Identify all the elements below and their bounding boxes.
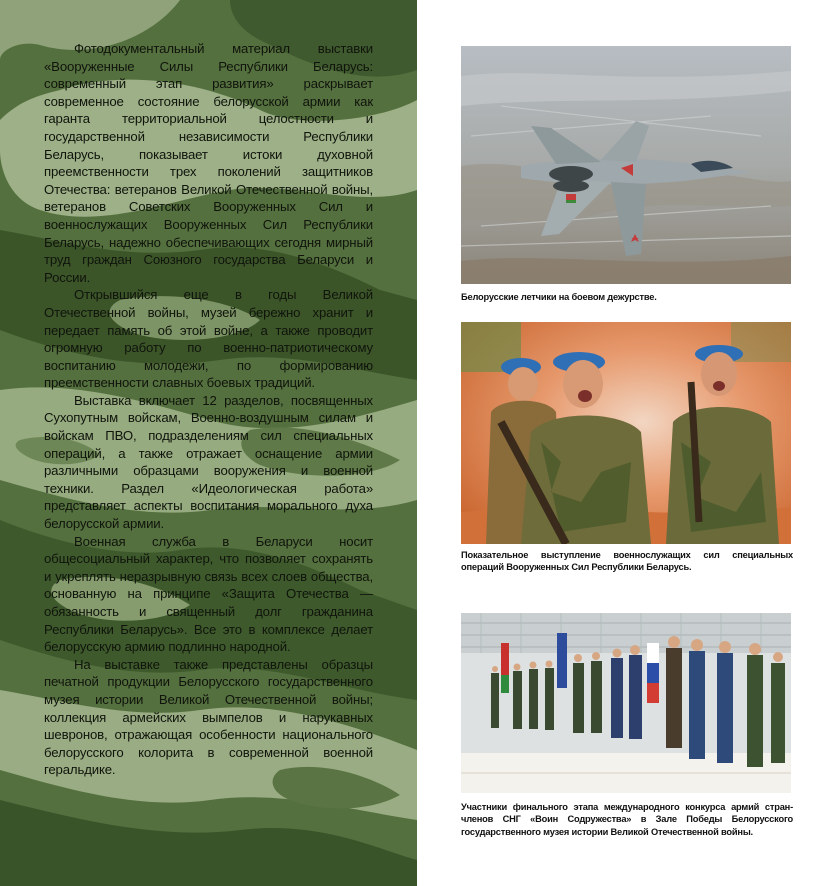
article-paragraph: Фотодокументальный материал выставки «Вооруженные Силы Республики Беларусь: современный этап развития» раскрывает современное состояние белорусской армии как гаранта территориальной целостности и государственной независимости Республики Беларусь, показывает истоки духовной преемственности трех поколений защитников Отечества: ветеранов Великой Отечественной войны, ветеранов Советских Вооруженных Сил и военнослужащих Вооруженных Сил Республики Беларусь, надежно обеспечивающих сегодня мирный труд граждан Союзного государства Беларуси и России. — [44, 41, 373, 285]
article-paragraph: Открывшийся еще в годы Великой Отечественной войны, музей бережно хранит и передает память об этой войне, а также проводит огромную работу по военно-патриотическому воспитанию молодежи, по формированию преемственности славных боевых традиций. — [44, 287, 373, 391]
special-forces-caption: Показательное выступление военнослужащих сил специальных операций Вооруженных Сил Республики Беларусь. — [461, 550, 793, 573]
article-paragraph: Выставка включает 12 разделов, посвященных Сухопутным войскам, Военно-воздушным силам и войскам ПВО, подразделениям сил специальных операций, а также отражает оснащение армии различными образцами вооружения и военной техники. Раздел «Идеологическая работа» представляет аспекты воспитания морального духа белорусской армии. — [44, 392, 373, 532]
jet-illustration — [461, 46, 791, 284]
parade-photo — [461, 613, 791, 793]
parade-caption: Участники финального этапа международного конкурса армий стран-членов СНГ «Воин Содружества» в Зале Победы Белорусского государственного музея истории Великой Отечественной войны. — [461, 802, 793, 837]
photo-column — [417, 0, 835, 886]
article-text — [44, 40, 373, 779]
special-forces-illustration — [461, 322, 791, 544]
camouflage-panel — [0, 0, 417, 886]
special-forces-photo — [461, 322, 791, 544]
jet-caption: Белорусские летчики на боевом дежурстве. — [461, 292, 657, 302]
article-paragraph: Военная служба в Беларуси носит общесоциальный характер, что позволяет сохранять и укреплять неразрывную связь всех слоев общества, основанную на принципе «Защита Отечества — обязанность и священный долг гражданина Республики Беларусь». Все это в комплексе делает белорусскую армию подлинно народной. — [44, 533, 373, 655]
parade-illustration — [461, 613, 791, 793]
jet-photo — [461, 46, 791, 284]
article-paragraph: На выставке также представлены образцы печатной продукции Белорусского государственного музея истории Великой Отечественной войны; коллекция армейских вымпелов и нарукавных шевронов, отражающая особенности национального белорусского колорита в современной военной геральдике. — [44, 656, 373, 778]
